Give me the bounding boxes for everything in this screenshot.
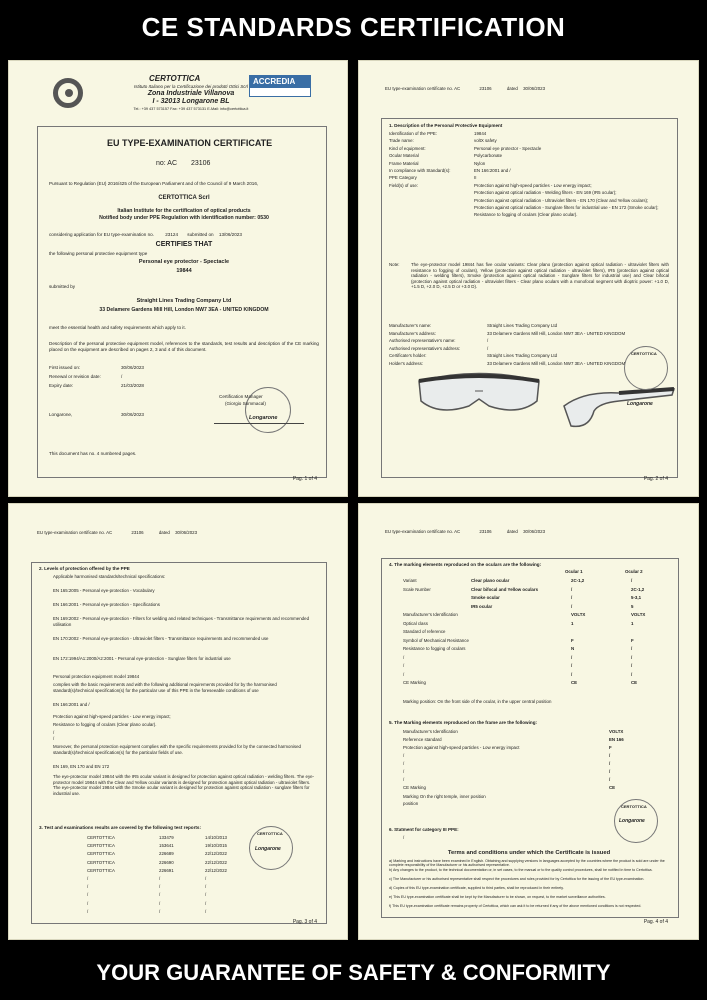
ppe-field-value: II xyxy=(474,175,477,181)
report-number: 226689 xyxy=(159,851,174,857)
terms-title: Terms and conditions under which the Certificate is issued xyxy=(447,850,611,856)
report-date: / xyxy=(205,900,207,906)
header-number: 23106 xyxy=(479,529,492,534)
ppe-field-label: PPE Category xyxy=(389,175,417,181)
frame-row-value: / xyxy=(609,769,611,774)
renewal-date: / xyxy=(121,374,123,379)
notified-body-text: Notified body under PPE Regulation with identification number: 0530 xyxy=(99,215,269,221)
manufacturer-field-value: / xyxy=(487,345,489,351)
ocular-row-label: Standard of reference xyxy=(403,629,446,634)
submitted-by-label: submitted by xyxy=(49,284,76,289)
marking-position: Marking position: On the front side of the ocular, in the upper central position xyxy=(403,699,552,704)
report-date: / xyxy=(205,908,207,914)
ocular-row-label: CE Marking xyxy=(403,680,426,685)
ocular-row-label: / xyxy=(403,663,405,668)
header-number: 23106 xyxy=(131,530,144,535)
protection-line: EN 169, EN 170 and EN 172 xyxy=(53,764,110,769)
ppe-field-value: Resistance to fogging of oculars (Clear plano ocular). xyxy=(474,212,578,218)
ocular-row-label: / xyxy=(403,654,405,660)
ocular-1-value: F xyxy=(571,637,574,643)
ocular-1-value: CE xyxy=(571,680,578,685)
frame-row-value: / xyxy=(609,777,611,782)
ocular-2-value: 1 xyxy=(631,620,634,626)
ocular-2-value: CE xyxy=(631,680,638,685)
signature-line xyxy=(214,423,304,424)
ocular-row-label: / xyxy=(403,671,405,677)
org-city: I - 32013 Longarone BL xyxy=(152,98,230,105)
manufacturer-field-label: Manufacturer's address: xyxy=(389,330,436,336)
org-name: CERTOTTICA xyxy=(149,74,201,83)
report-number: 226691 xyxy=(159,867,174,873)
protection-line: / xyxy=(53,730,55,735)
product-model: 19844 xyxy=(176,268,192,274)
cert-manager-label: Certification Manager xyxy=(219,394,263,399)
frame-row-label: CE Marking xyxy=(403,785,426,790)
manufacturer-field-value: 33 Delamere Gardens Mill Hill, London NW7 3EA - UNITED KINGDOM xyxy=(487,361,626,366)
manufacturer-field-label: Authorised representative's address: xyxy=(389,345,461,351)
ocular-row-label: Optical class xyxy=(403,620,428,626)
renewal-label: Renewal or revision date: xyxy=(49,374,101,379)
frame-row-value: / xyxy=(609,761,611,766)
ocular-1-value: / xyxy=(571,663,573,668)
certifies-heading: CERTIFIES THAT xyxy=(155,241,213,248)
page2-header xyxy=(385,86,545,92)
place-date: 30/06/2023 xyxy=(121,412,144,417)
ppe-field-label: Field(s) of use: xyxy=(389,182,419,188)
category-iii-statement: / xyxy=(403,835,405,840)
page-number: Pag. 3 of 4 xyxy=(292,918,317,925)
bottom-banner: YOUR GUARANTEE OF SAFETY & CONFORMITY xyxy=(0,945,707,1000)
regulation-text: Pursuant to Regulation (EU) 2016/425 of the European Parliament and of the Council of 9 March 2016, xyxy=(49,181,259,186)
ocular-2-value: / xyxy=(631,663,633,668)
report-number: / xyxy=(159,908,161,914)
frame-row-value: EN 166 xyxy=(609,737,624,742)
manufacturer-field-label: Manufacturer's name: xyxy=(389,323,432,328)
application-number: 23124 xyxy=(165,232,179,237)
ppe-field-value: Protection against optical radiation - Welding filters - EN 169 (IR5 ocular); xyxy=(474,190,617,196)
ocular-2-header: Ocular 2 xyxy=(625,569,643,574)
report-number: / xyxy=(159,892,161,898)
ocular-2-value: / xyxy=(631,578,633,583)
report-date: / xyxy=(205,884,207,890)
certificate-page-4 xyxy=(358,503,699,940)
frame-row-label: / xyxy=(403,769,405,774)
frame-row-value: / xyxy=(609,753,611,758)
ocular-row-variant: IR5 ocular xyxy=(471,603,493,609)
no-ac-label: no: AC xyxy=(156,160,178,167)
section-4-heading: 4. The marking elements reproduced on the oculars are the following: xyxy=(389,562,542,567)
frame-marking-position: Marking On the right temple, inner position xyxy=(403,794,486,799)
ocular-2-value: / xyxy=(631,646,633,651)
header-date: 30/06/2023 xyxy=(523,86,546,91)
report-number: 226690 xyxy=(159,859,174,865)
page-number: Pag. 1 of 4 xyxy=(292,475,317,482)
ppe-field-value: Polycarbonate xyxy=(474,153,503,159)
glasses-front-icon xyxy=(409,361,549,431)
protection-line: EN 165:2005 - Personal eye-protection - Vocabulary xyxy=(53,588,155,593)
manufacturer-field-label: Holder's address: xyxy=(389,361,424,366)
glasses-side-icon xyxy=(559,381,679,441)
no-ac-value: 23106 xyxy=(190,160,211,167)
ppe-field-label: Kind of equipment: xyxy=(389,145,426,151)
ocular-2-value: 5 xyxy=(631,603,634,609)
protection-line: Moreover, the personal protection equipment complies with the specific requirements provided for by the connected harmonised standard(s)/technical specification(s) for the particular fields of use. xyxy=(53,744,301,755)
manufacturer-field-value: Straight Lines Trading Company Ltd xyxy=(487,353,558,359)
section-6-heading: 6. Statment for category III PPE: xyxy=(389,827,459,832)
ocular-1-value: / xyxy=(571,586,573,592)
org-sub: Istituto Italiano per la Certificazione dei prodotti Ottici Scrl xyxy=(133,84,249,89)
ocular-2-value: 5-3,1 xyxy=(631,595,642,600)
certificate-number xyxy=(156,160,210,169)
term-item: c) The Manufacturer or his authorised representative shall respect the procedures and rules provided for by Certottica for the issuing of the EU type-examination. xyxy=(389,877,645,881)
term-item: f) This EU type-examination certificate remains property of Certottica, which can ask it to be returned if any of the above mentioned conditions is not respected. xyxy=(389,904,642,908)
protection-line: EN 169:2002 - Personal eye-protection - Filters for welding and related techniques - Transmittance requirements and recommended utilisation xyxy=(53,616,310,627)
header-label: EU type-examination certificate no. AC xyxy=(385,86,461,91)
manufacturer-field-label: Certificate's holder: xyxy=(389,353,427,359)
section-5-heading: 5. The Marking elements reproduced on the frame are the following: xyxy=(389,720,538,725)
term-item: e) This EU type-examination certificate shall be kept by the Manufacturer to be shown, on request, to the market surveillance authorities. xyxy=(389,895,606,899)
report-date: 14/10/2013 xyxy=(205,835,227,840)
company-address: 33 Delamere Gardens Mill Hill, London NW7 3EA - UNITED KINGDOM xyxy=(99,307,269,313)
institute-text: Italian Institute for the certification of optical products xyxy=(117,208,251,214)
ocular-1-value: / xyxy=(571,671,573,677)
report-date: 22/12/2022 xyxy=(205,859,227,865)
ppe-field-label: In compliance with Standard(s): xyxy=(389,168,451,173)
protection-line: The eye-protector model 19844 with the IR5 ocular variant is designed for protection against optical radiation - welding filters. The eye-protector model 19844 with the Clear and Yellow ocular variants is designed for protection against optical radiation - ultraviolet filters. The eye-protector model 19844 with the Smoke ocular variant is designed for protection against optical radiation - sunglare filters for industrial use. xyxy=(53,774,315,796)
header-dated-label: dated xyxy=(506,529,518,534)
ocular-1-value: 1 xyxy=(571,620,574,626)
report-lab: CERTOTTICA xyxy=(87,867,115,873)
term-item: a) Marking and instructions have been examined in English. Obtaining and supplying versions in languages accepted by the countries where the product is sold are under the complete responsibility of the Manufacturer or his authorised representative. xyxy=(389,859,665,868)
ocular-1-value: VOLTX xyxy=(571,612,586,617)
signature-stamp-text: Longarone xyxy=(627,401,653,407)
manufacturer-field-value: / xyxy=(487,338,489,344)
considering-label: considering application for EU type-examination no. xyxy=(49,232,154,237)
report-date: 22/12/2022 xyxy=(205,851,227,857)
report-number: / xyxy=(159,900,161,906)
report-date: / xyxy=(205,892,207,898)
certificate-page-1 xyxy=(8,60,348,497)
top-banner: CE STANDARDS CERTIFICATION xyxy=(0,0,707,55)
protection-line: EN 166:2001 - Personal eye-protection - Specifications xyxy=(53,602,160,607)
ocular-row-label: Variant xyxy=(403,578,417,583)
following-text: the following personal protective equipment type xyxy=(49,251,148,256)
expiry-date: 21/03/2028 xyxy=(121,383,144,388)
frame-row-label: Reference standard xyxy=(403,737,442,742)
ppe-field-value: Protection against optical radiation - Sunglare filters for industrial use - EN 172 (Smoke ocular); xyxy=(474,205,659,210)
report-number: / xyxy=(159,884,161,890)
ocular-1-header: Ocular 1 xyxy=(565,569,583,574)
report-lab: CERTOTTICA xyxy=(87,835,115,840)
header-dated-label: dated xyxy=(506,86,518,91)
signature-stamp-text: Longarone xyxy=(249,415,278,421)
note-label: Note: xyxy=(389,262,400,267)
first-issued-date: 30/06/2023 xyxy=(121,365,144,370)
ppe-field-value: voltX safety xyxy=(474,138,497,144)
ocular-row-variant: Clear bifocal and Yellow oculars xyxy=(471,586,539,592)
first-issued-label: First issued on: xyxy=(49,365,81,370)
page-number: Pag. 2 of 4 xyxy=(643,475,668,482)
ocular-2-value: / xyxy=(631,654,633,660)
protection-line: Resistance to fogging of oculars (Clear plano ocular). xyxy=(53,722,157,727)
header-number: 23106 xyxy=(479,86,492,91)
signature-stamp-text: Longarone xyxy=(619,818,645,824)
company-name: Straight Lines Trading Company Ltd xyxy=(136,298,232,304)
frame-row-value: CE xyxy=(609,785,616,790)
ocular-1-value: / xyxy=(571,654,573,660)
term-item: d) Copies of this EU type-examination certificate, supplied to third parties, shall be reproduced in their entirety. xyxy=(389,886,564,890)
report-lab: / xyxy=(87,900,89,906)
report-number: / xyxy=(159,876,161,881)
section-1-heading: 1. Description of the Personal Protective Equipment xyxy=(389,123,503,128)
protection-line: / xyxy=(53,736,55,741)
ppe-field-label: Trade name: xyxy=(389,138,414,144)
manufacturer-field-value: Straight Lines Trading Company Ltd xyxy=(487,323,558,328)
page-number: Pag. 4 of 4 xyxy=(643,918,668,925)
certificate-title: EU TYPE-EXAMINATION CERTIFICATE xyxy=(107,138,273,148)
submitted-date: 13/06/2023 xyxy=(218,232,242,237)
report-lab: / xyxy=(87,884,89,890)
certificate-page-3 xyxy=(8,503,348,940)
ocular-row-label: Scale Number xyxy=(403,586,431,592)
scrl-name: CERTOTTICA Scrl xyxy=(158,195,210,201)
expiry-label: Expiry date: xyxy=(49,383,74,388)
manager-name: (Giorgio Sommacal) xyxy=(225,401,266,406)
signature-stamp-text: Longarone xyxy=(255,846,281,852)
report-lab: / xyxy=(87,908,89,914)
ppe-field-value: Protection against high-speed particles - Low energy impact; xyxy=(474,182,592,188)
product-name: Personal eye protector - Spectacle xyxy=(138,259,230,265)
report-date: / xyxy=(205,876,207,881)
ocular-1-value: / xyxy=(571,595,573,600)
header-date: 30/06/2023 xyxy=(175,530,198,535)
ocular-2-value: 2C-1,2 xyxy=(631,586,645,592)
ppe-field-value: EN 166:2001 and / xyxy=(474,168,511,173)
meets-text: meet the essential health and safety requirements which apply to it. xyxy=(49,325,186,330)
protection-line: EN 170:2002 - Personal eye-protection - Ultraviolet filters - Transmittance requirements and recommended use xyxy=(53,636,269,641)
report-date: 22/12/2022 xyxy=(205,867,227,873)
frame-row-label: / xyxy=(403,753,405,758)
certottica-logo-icon xyxy=(53,78,83,108)
protection-line: EN 172:1994/A1:2000/A2:2001 - Personal eye-protection - Sunglare filters for industrial use xyxy=(53,656,231,661)
description-text: Description of the personal protective equipment model, references to the standards, test results and description of the CE marking placed on the equipment are described on pages 2, 3 and 4 of this document. xyxy=(49,341,319,352)
protection-line: Personal protection equipment model 19844 xyxy=(53,674,140,679)
report-lab: CERTOTTICA xyxy=(87,843,115,849)
section-3-heading: 3. Test and examinations results are covered by the following test reports: xyxy=(39,825,202,830)
note-text: The eye-protector model 19844 has five ocular variants: Clear plano (protection against optical radiation - ultraviolet filters with resistance to fogging of oculars), Yellow (protection against optical radiation - ultraviolet filters), IR5 (protection against optical radiation - welding filters), Smoke (protection against optical radiation - Sunglare filters for industrial use) and Clear bifocal (protection against optical radiation - ultraviolet filters - Clear plano oculars with a monofocal segment with dioptric power: +1.0 D, +1.5 D, +2.0 D, +2.5 D or +3.0 D). xyxy=(411,262,669,289)
ocular-1-value: / xyxy=(571,603,573,609)
ppe-field-value: Nylon xyxy=(474,160,486,166)
ocular-row-variant: Clear plano ocular xyxy=(471,578,510,583)
manufacturer-field-label: Authorised representative's name: xyxy=(389,338,456,344)
pages-note: This document has no. 4 numbered pages. xyxy=(49,451,137,456)
report-number: 153641 xyxy=(159,843,174,849)
header-dated-label: dated xyxy=(158,530,170,535)
certificate-page-2 xyxy=(358,60,699,497)
report-lab: / xyxy=(87,892,89,898)
accredia-logo xyxy=(249,75,311,97)
frame-row-value: VOLTX xyxy=(609,729,624,734)
stamp-text: CERTOTTICA xyxy=(257,831,283,836)
frame-row-label: Protection against high-speed particles - Low energy impact xyxy=(403,745,520,750)
page4-header xyxy=(385,529,545,535)
ocular-row-label: Symbol of Mechanical Resistance xyxy=(403,637,469,643)
manufacturer-field-value: 33 Delamere Gardens Mill Hill, London NW7 3EA - UNITED KINGDOM xyxy=(487,330,626,336)
ocular-row-label: Resistance to fogging of oculars xyxy=(403,646,466,651)
page3-header xyxy=(37,530,197,536)
section-2-heading: 2. Levels of protection offered by the PPE xyxy=(39,566,130,571)
report-date: 19/10/2015 xyxy=(205,843,227,849)
ocular-1-value: N xyxy=(571,646,575,651)
ppe-field-value: Protection against optical radiation - Ultraviolet filters - EN 170 (Clear and Yellow oculars); xyxy=(474,197,649,203)
place-label: Longarone, xyxy=(49,412,73,417)
considering-line xyxy=(49,232,329,238)
ocular-row-label: Manufacturer's Identification xyxy=(403,612,458,617)
frame-position-label: position xyxy=(403,801,419,806)
ppe-field-value: 19844 xyxy=(474,131,487,136)
frame-row-label: / xyxy=(403,777,405,782)
report-lab: / xyxy=(87,876,89,881)
submitted-on-label: submitted on xyxy=(187,232,214,237)
header-date: 30/06/2023 xyxy=(523,529,546,534)
ocular-2-value: / xyxy=(631,671,633,677)
report-lab: CERTOTTICA xyxy=(87,851,115,857)
protection-line: Applicable harmonised standards/technical specifications: xyxy=(53,574,166,579)
header-label: EU type-examination certificate no. AC xyxy=(37,530,113,535)
ppe-field-value: Personal eye protector - Spectacle xyxy=(474,145,542,151)
term-item: b) Any changes to the product, to the technical documentation or, in set cases, to the manual or to the quality control procedures, shall be notified in time to Certottica. xyxy=(389,868,653,872)
org-zone: Zona Industriale Villanova xyxy=(147,90,235,97)
ocular-2-value: F xyxy=(631,637,634,643)
ocular-1-value: 2C-1,2 xyxy=(571,578,585,583)
header-label: EU type-examination certificate no. AC xyxy=(385,529,461,534)
frame-row-label: / xyxy=(403,761,405,766)
ppe-field-label: Ocular Material xyxy=(389,153,419,159)
ocular-row-variant: Smoke ocular xyxy=(471,595,500,600)
report-lab: CERTOTTICA xyxy=(87,859,115,865)
stamp-text: CERTOTTICA xyxy=(621,804,647,809)
frame-row-label: Manufacturer's Identification xyxy=(403,729,458,734)
org-contact: Tel.: +39 437 573157 Fax: +39 437 573131 E-Mail: info@certottica.it xyxy=(133,107,249,111)
accredia-label: ACCREDIA xyxy=(250,76,310,88)
ppe-field-label: Identification of the PPE: xyxy=(389,131,438,136)
protection-line: EN 166:2001 and / xyxy=(53,702,90,707)
frame-row-value: F xyxy=(609,745,612,750)
ocular-2-value: VOLTX xyxy=(631,612,646,617)
stamp-text: CERTOTTICA xyxy=(631,351,657,356)
protection-line: Protection against high-speed particles - Low energy impact; xyxy=(53,714,171,719)
protection-line: complies with the basic requirements and with the following additional requirements provided for by the harmonised standard(s)/technical specification(s) for the particular use of this PPE in the foreseeable conditions of use xyxy=(53,682,277,693)
report-number: 133479 xyxy=(159,835,174,840)
ppe-field-label: Frame Material xyxy=(389,160,419,166)
